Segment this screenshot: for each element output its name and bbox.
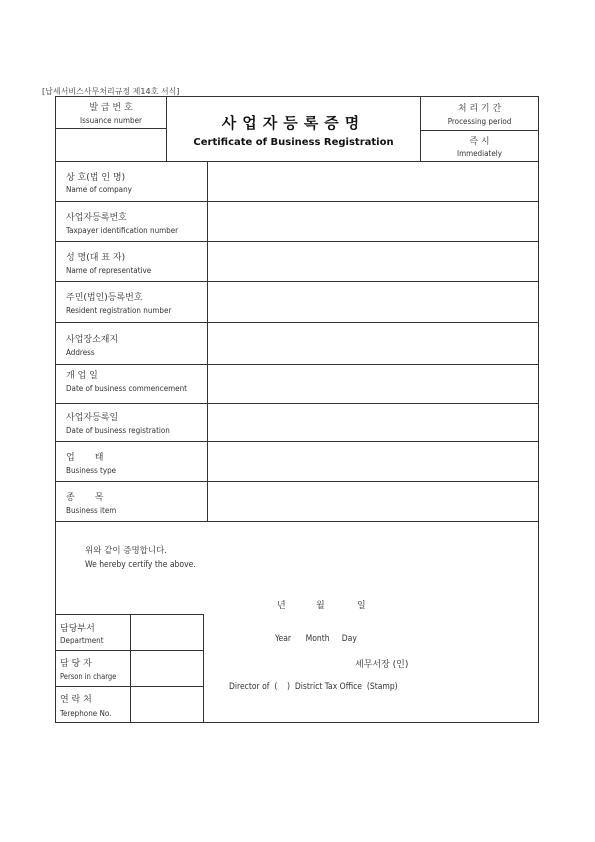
resident-number-label-en: Resident registration number [66,306,172,315]
business-type-value[interactable] [209,442,537,481]
date-day-ko: 일 [357,601,366,611]
date-year-ko: 년 [277,601,286,611]
taxpayer-id-value[interactable] [209,202,537,241]
field-column-divider [207,161,208,521]
department-label-en: Department [60,636,104,645]
tax-office-signature-en: Director of ( ) District Tax Office (Stamp) [229,682,398,692]
frame-right [538,96,539,723]
frame-left [55,96,56,723]
registration-date-value[interactable] [209,404,537,441]
row-line [55,521,539,522]
commencement-date-value[interactable] [209,365,537,403]
processing-period-label-en: Processing period [447,117,512,126]
telephone-value[interactable] [132,687,202,722]
business-item-label-ko: 종 목 [66,493,104,503]
registration-date-label-en: Date of business registration [66,426,170,435]
address-label-ko: 사업장소재지 [66,335,119,345]
representative-label-en: Name of representative [66,266,152,275]
company-name-label-en: Name of company [66,185,132,194]
person-in-charge-value[interactable] [132,651,202,686]
certification-text-en: We hereby certify the above. [85,560,196,570]
address-value[interactable] [209,323,537,364]
immediate-label-en: Immediately [456,149,503,158]
certification-text-ko: 위와 같이 증명합니다. [85,546,168,556]
frame-bottom [55,722,539,723]
processing-period-label-ko: 처 리 기 간 [457,104,502,114]
contact-box-right [203,614,204,722]
department-value[interactable] [132,615,202,650]
company-name-value[interactable] [209,162,537,201]
commencement-date-label-en: Date of business commencement [66,384,187,393]
representative-value[interactable] [209,242,537,281]
issuance-label-ko: 발 급 번 호 [89,103,133,113]
registration-date-label-ko: 사업자등록일 [66,413,119,423]
document-title-ko: 사업자등록증명 [221,114,366,132]
person-in-charge-label-en: Person in charge [60,672,117,681]
business-item-value[interactable] [209,482,537,521]
resident-number-label-ko: 주민(법인)등록번호 [66,293,143,303]
telephone-label-en: Terephone No. [60,709,112,718]
address-label-en: Address [66,348,95,357]
department-label-ko: 담당부서 [60,624,95,634]
date-month-ko: 월 [316,601,325,611]
taxpayer-id-label-en: Taxpayer identification number [66,226,179,235]
representative-label-ko: 성 명(대 표 자) [66,253,126,263]
immediate-label-ko: 즉 시 [469,137,490,147]
contact-box-divider [130,614,131,722]
business-item-label-en: Business item [66,506,117,515]
business-type-label-ko: 업 태 [66,453,104,463]
document-title-en: Certificate of Business Registration [193,137,394,148]
tax-office-seal-ko: 세무서장 (인) [355,660,409,670]
header-mid-right [420,130,538,131]
person-in-charge-label-ko: 담 당 자 [60,659,92,669]
taxpayer-id-label-ko: 사업자등록번호 [66,213,127,223]
resident-number-value[interactable] [209,282,537,322]
business-type-label-en: Business type [66,466,117,475]
date-labels-en: Year Month Day [275,634,357,644]
form-reference: [납세서비스사무처리규정 제14호 서식] [42,87,180,96]
telephone-label-ko: 연 락 처 [60,695,92,705]
frame-top [55,96,539,97]
company-name-label-ko: 상 호(법 인 명) [66,173,126,183]
issuance-number-value[interactable] [56,129,166,161]
commencement-date-label-ko: 개 업 일 [66,371,98,381]
issuance-label-en: Issuance number [80,116,142,125]
